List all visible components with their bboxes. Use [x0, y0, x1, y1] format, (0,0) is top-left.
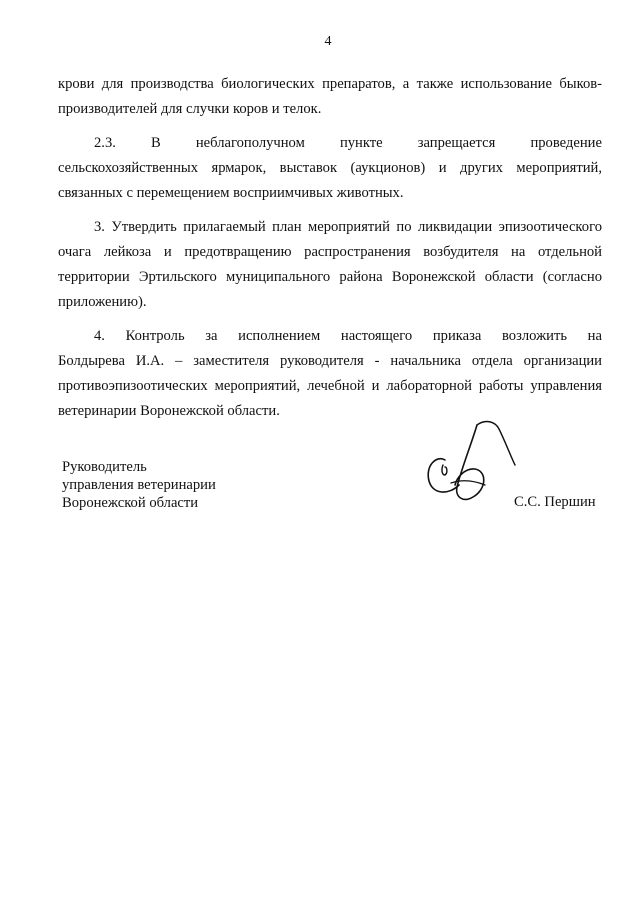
signer-title-line: управления ветеринарии	[62, 477, 216, 493]
signer-title-line: Воронежской области	[62, 495, 199, 511]
p4-word: Контроль	[125, 328, 185, 344]
p2-word: проведение	[530, 135, 602, 151]
p4-word: 4.	[94, 328, 105, 344]
p4-word: на	[587, 328, 602, 344]
p4-word: за	[205, 328, 218, 344]
p2-word: 2.3.	[94, 135, 116, 151]
p2-word: В	[151, 135, 161, 151]
p4-word: приказа	[432, 328, 482, 344]
handwritten-signature	[415, 415, 525, 515]
signer-name: С.С. Першин	[514, 494, 596, 510]
document-body	[58, 72, 602, 424]
p2-word: неблагополучном	[195, 135, 305, 151]
p4-word: настоящего	[340, 328, 413, 344]
paragraph-1-line-1: крови для производства биологических препаратов, а также использование быков-	[58, 76, 602, 92]
signer-title-block	[62, 458, 216, 512]
paragraph-4-first-line	[58, 324, 602, 349]
paragraph-3: 3. Утвердить прилагаемый план мероприятий по ликвидации эпизоотического очага лейкоза и предотвращению распространения возбудителя на отдельной территории Эртильского муниципального района Воронежской области (согласно приложению).	[58, 219, 602, 310]
paragraph-4-rest: Болдырева И.А. – заместителя руководителя - начальника отдела организации противоэпизоотических мероприятий, лечебной и лабораторной работы управления ветеринарии Воронежской области.	[58, 353, 602, 419]
p4-word: исполнением	[238, 328, 321, 344]
paragraph-2-first-line	[58, 131, 602, 156]
p4-word: возложить	[502, 328, 568, 344]
page-number: 4	[324, 34, 332, 49]
p2-word: запрещается	[417, 135, 496, 151]
signer-title-line: Руководитель	[62, 459, 147, 475]
paragraph-1-line-2: производителей для случки коров и телок.	[58, 101, 322, 117]
p2-word: пункте	[339, 135, 383, 151]
paragraph-2-rest: сельскохозяйственных ярмарок, выставок (аукционов) и других мероприятий, связанных с перемещением восприимчивых животных.	[58, 160, 602, 201]
